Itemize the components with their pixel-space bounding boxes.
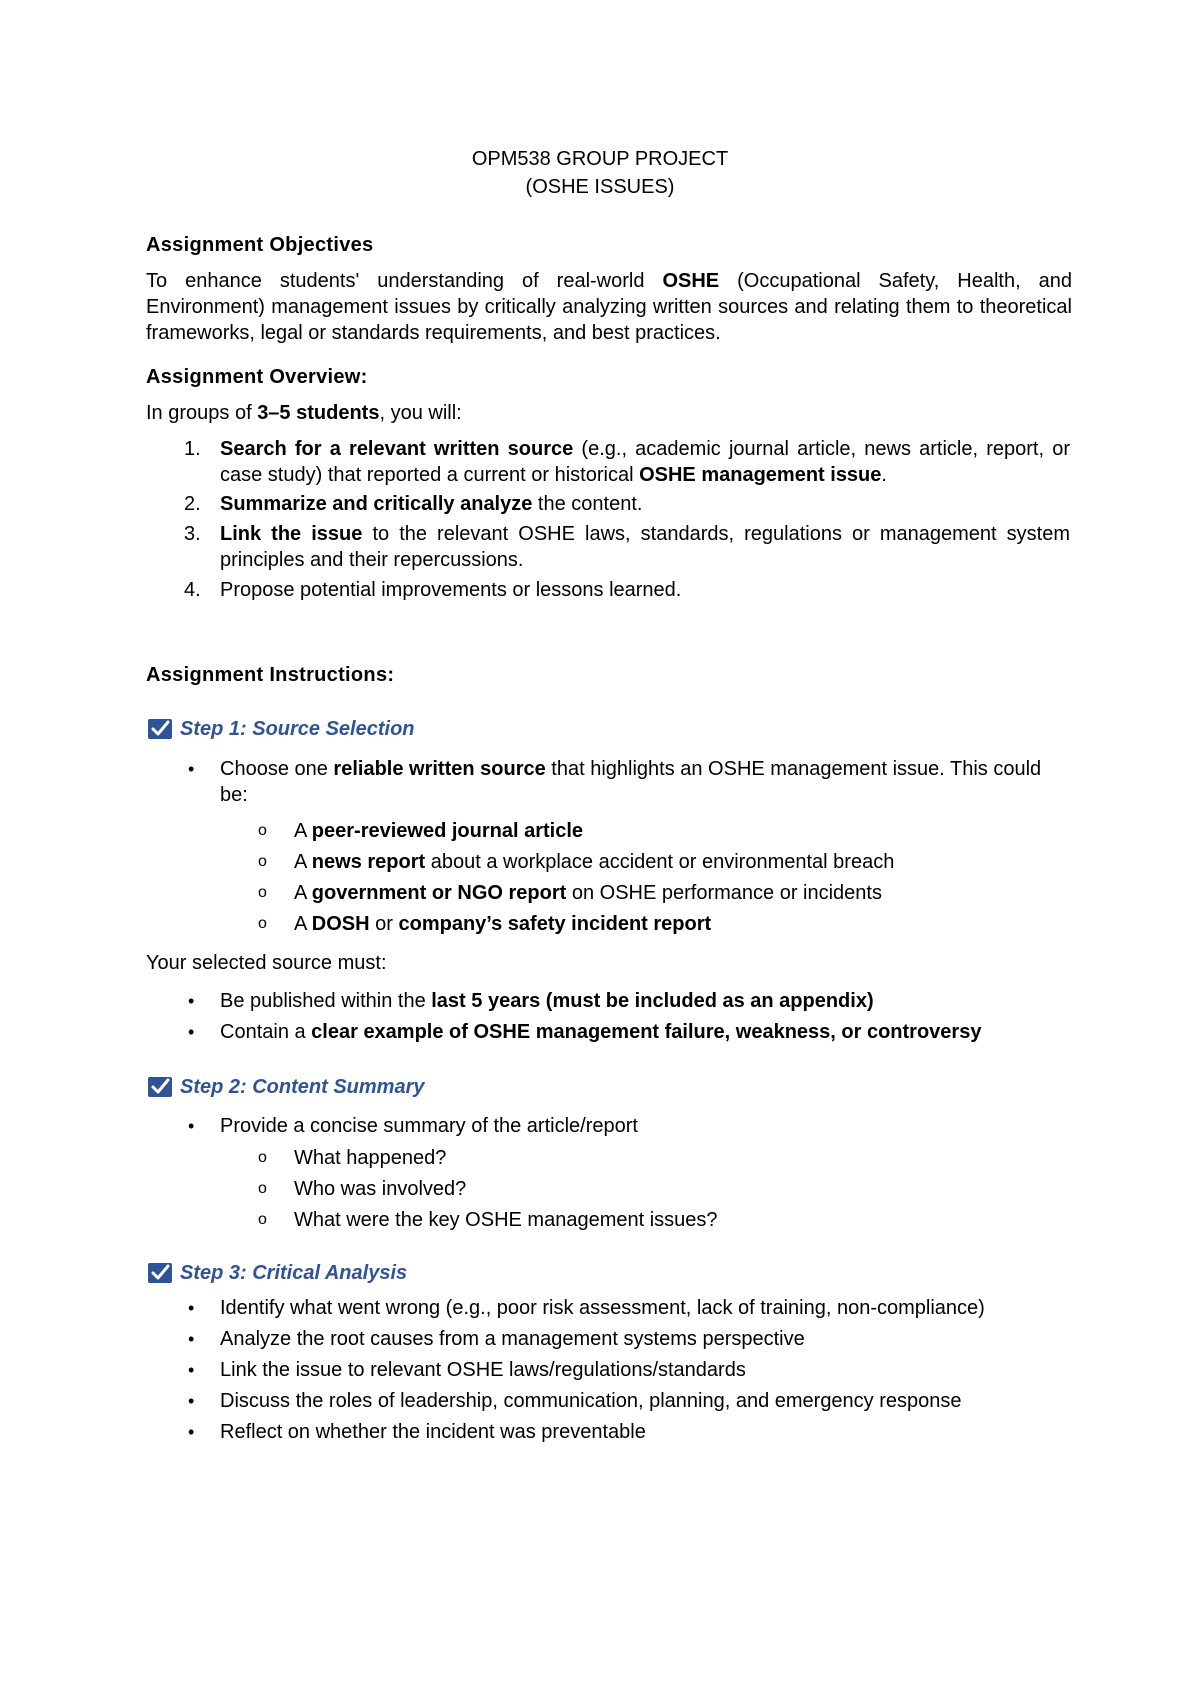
list-number: 3. (184, 523, 201, 545)
bullet-icon: • (188, 1022, 195, 1042)
bullet-icon: • (188, 1391, 195, 1411)
sub-bullet-icon: o (258, 1180, 267, 1197)
overview-heading: Assignment Overview: (146, 366, 368, 388)
sub-bullet-icon: o (258, 822, 267, 839)
overview-item-text: Summarize and critically analyze the content. (220, 493, 643, 515)
sub-bullet-icon: o (258, 1211, 267, 1228)
bullet-icon: • (188, 991, 195, 1011)
bullet-icon: • (188, 1422, 195, 1442)
objectives-paragraph: To enhance students' understanding of real-world OSHE (Occupational Safety, Health, and Environment) management issues by critically analyzing written sources and relating them to theoretical frameworks, legal or standards requirements, and best practices. (146, 270, 1072, 344)
list-number: 1. (184, 438, 201, 460)
sub-bullet-icon: o (258, 915, 267, 932)
bullet-icon: • (188, 1116, 195, 1136)
bullet-icon: • (188, 1360, 195, 1380)
overview-item-text: Search for a relevant written source (e.g., academic journal article, news article, report, or case study) that reported a current or historical OSHE management issue. (220, 438, 1070, 486)
sub-bullet-icon: o (258, 853, 267, 870)
objectives-heading: Assignment Objectives (146, 234, 374, 256)
overview-item-text: Propose potential improvements or lessons learned. (220, 579, 682, 601)
document-title-line1: OPM538 GROUP PROJECT (471, 148, 729, 170)
sub-bullet-icon: o (258, 1149, 267, 1166)
step1-heading: Step 1: Source Selection (146, 716, 1066, 742)
check-mark-icon (146, 1260, 174, 1286)
bullet-icon: • (188, 1298, 195, 1318)
must-intro: Your selected source must: (146, 952, 387, 974)
step2-heading: Step 2: Content Summary (146, 1074, 1066, 1100)
check-mark-icon (146, 1074, 174, 1100)
list-item-text: Choose one reliable written source that highlights an OSHE management issue. This could be: (220, 758, 1042, 806)
overview-item-text: Link the issue to the relevant OSHE laws, standards, regulations or management system principles and their repercussions. (220, 523, 1070, 571)
list-number: 4. (184, 579, 201, 601)
document-title-line2: (OSHE ISSUES) (525, 176, 675, 198)
instructions-heading: Assignment Instructions: (146, 664, 395, 686)
step3-heading: Step 3: Critical Analysis (146, 1260, 1066, 1286)
bullet-icon: • (188, 759, 195, 779)
bullet-icon: • (188, 1329, 195, 1349)
check-mark-icon (146, 716, 174, 742)
document-page: OPM538 GROUP PROJECT (OSHE ISSUES) Assignment Objectives To enhance students' understanding of real-world OSHE (Occupational Safety, Health, and Environment) management issues by critically analyzing written sources and relating them to theoretical frameworks, legal or standards requirements, and best practices. Assignment Overview: In groups of 3–5 students, you will: 1. Search for a relevant written source (e.g., academic journal article, news article, report, or case study) that reported a current or historical OSHE management issue. 2. Summarize and critically analyze the content. 3. Link the issue to the relevant OSHE laws, standards, regulations or management system principles and their repercussions. 4. Propose potential improvements or lessons learned. Assignment Instructions: Step 1: Source Selection • Choose one reliable written source that highlights an OSHE management issue. This could be: o A peer-reviewed journal article o A news report about a workplace accident or environmental breach o A government or NGO report on OSHE performance or incidents o A DOSH or company’s safety incident report Your selected source must: • Be published within the last 5 years (must be included as an appendix) • Contain a clear example of OSHE management failure, weakness, or controversy Step 2: Content Summary • Provide a concise summary of the article/report o What happened? o Who was involved? o What were the key OSHE management issues? Step 3: Critical Analysis • Identify what went wrong (e.g., poor risk assessment, lack of training, non-compliance) • Analyze the root causes from a management systems perspective • Link the issue to relevant OSHE laws/regulations/standards • Discuss the roles of leadership, communication, planning, and emergency response • Reflect on whether the incident was preventable (0, 0, 1200, 1696)
sub-bullet-icon: o (258, 884, 267, 901)
overview-intro: In groups of 3–5 students, you will: (146, 402, 462, 424)
list-number: 2. (184, 493, 201, 515)
